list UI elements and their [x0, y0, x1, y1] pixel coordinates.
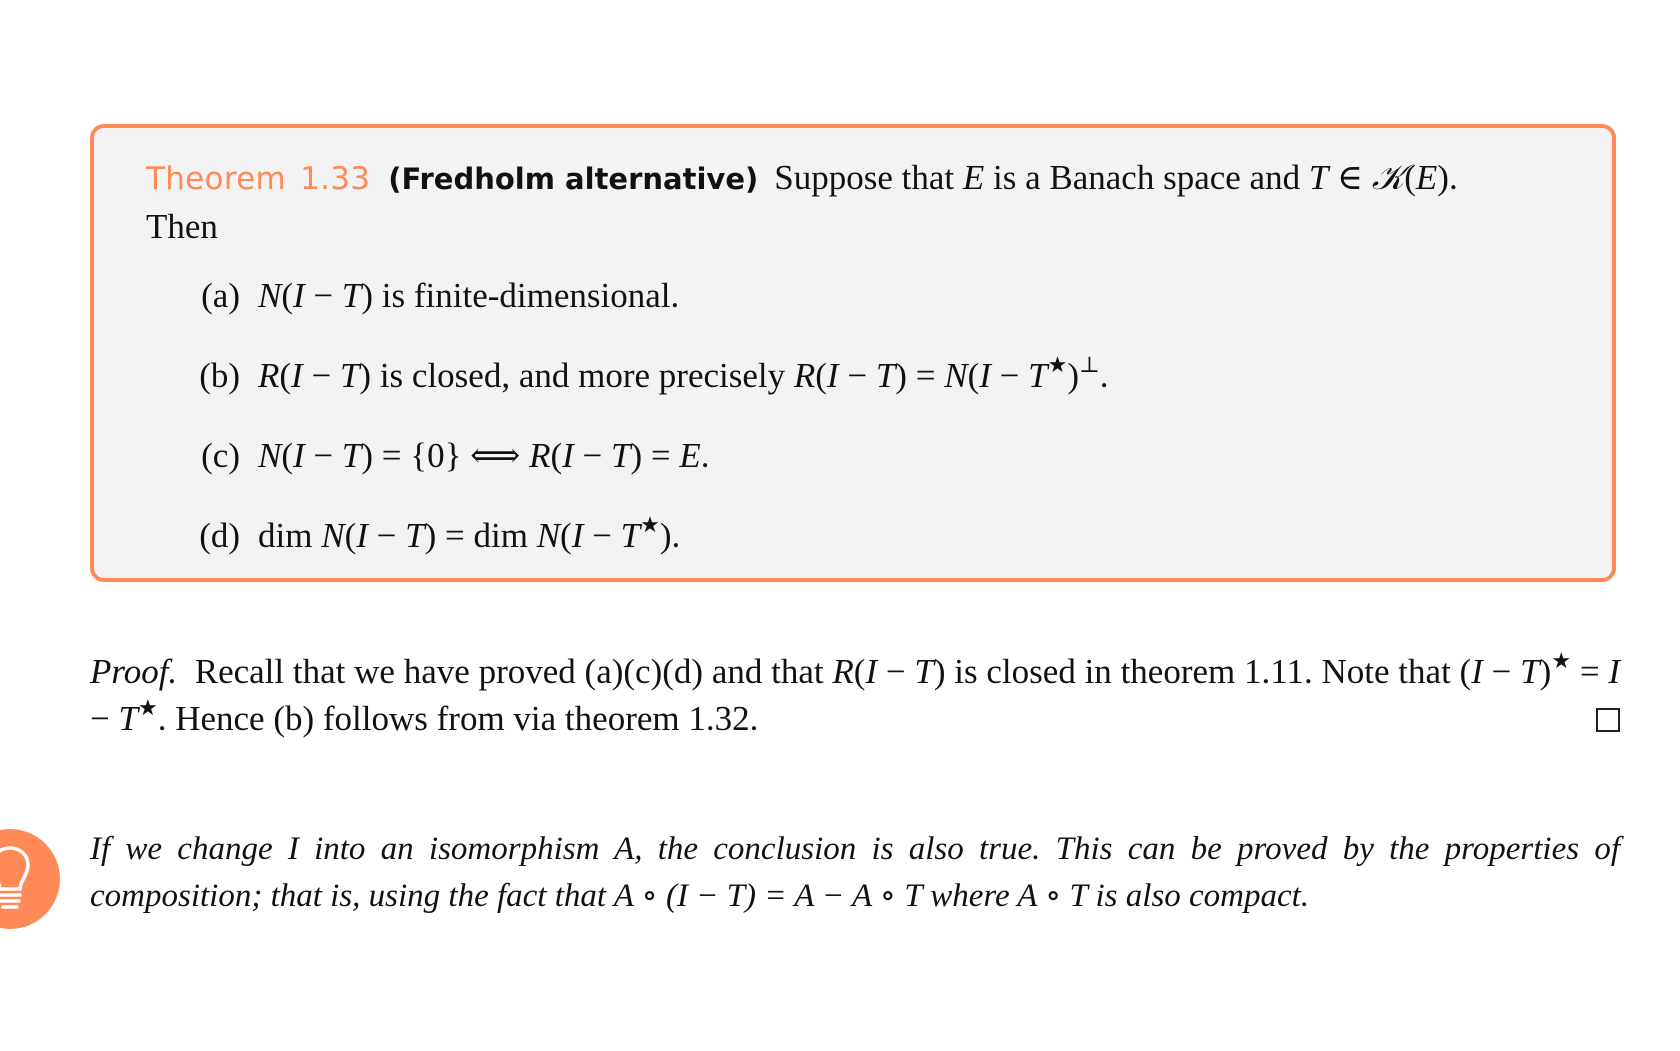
theorem-item-b [174, 352, 1109, 436]
note-paragraph [90, 826, 1620, 920]
theorem-label-word: Theorem [146, 161, 287, 197]
item-tag: (c) [201, 436, 240, 475]
item-text: dim N(I − T) = dim N(I − T★). [258, 512, 681, 555]
theorem-item-a [174, 276, 1108, 356]
theorem-items [174, 276, 1108, 596]
item-tag: (d) [199, 516, 240, 555]
theorem-name: (Fredholm alternative) [388, 162, 759, 196]
theorem-statement-then: Then [146, 207, 218, 246]
proof-text: Recall that we have proved (a)(c)(d) and that R(I − T) is closed in theorem 1.11. Note that (I − T)★ = I − T★. Hence (b) follows from via theorem 1.32. [90, 648, 1621, 738]
theorem-statement: Suppose that E is a Banach space and T ∈ 𝒦(E). [774, 158, 1458, 197]
item-text: N(I − T) = {0} ⟺ R(I − T) = E. [258, 436, 710, 475]
qed-square-icon [1596, 708, 1620, 732]
item-tag: (a) [201, 276, 240, 315]
note-text: If we change I into an isomorphism A, the conclusion is also true. This can be proved by the properties of composition; that is, using the fact that A ∘ (I − T) = A − A ∘ T where A ∘ T is also compact. [90, 831, 1620, 914]
item-text: R(I − T) is closed, and more precisely R(I − T) = N(I − T★)⊥. [258, 352, 1109, 395]
proof-paragraph [90, 648, 1620, 742]
theorem-number: 1.33 [300, 161, 371, 197]
lightbulb-icon [0, 829, 60, 929]
theorem-header [146, 154, 1572, 250]
item-text: N(I − T) is finite-dimensional. [258, 276, 680, 315]
theorem-item-d [174, 512, 1108, 596]
theorem-item-c [174, 436, 1108, 516]
item-tag: (b) [199, 356, 240, 395]
theorem-label [146, 161, 370, 197]
theorem-box [90, 124, 1616, 582]
proof-label: Proof. [90, 652, 178, 691]
